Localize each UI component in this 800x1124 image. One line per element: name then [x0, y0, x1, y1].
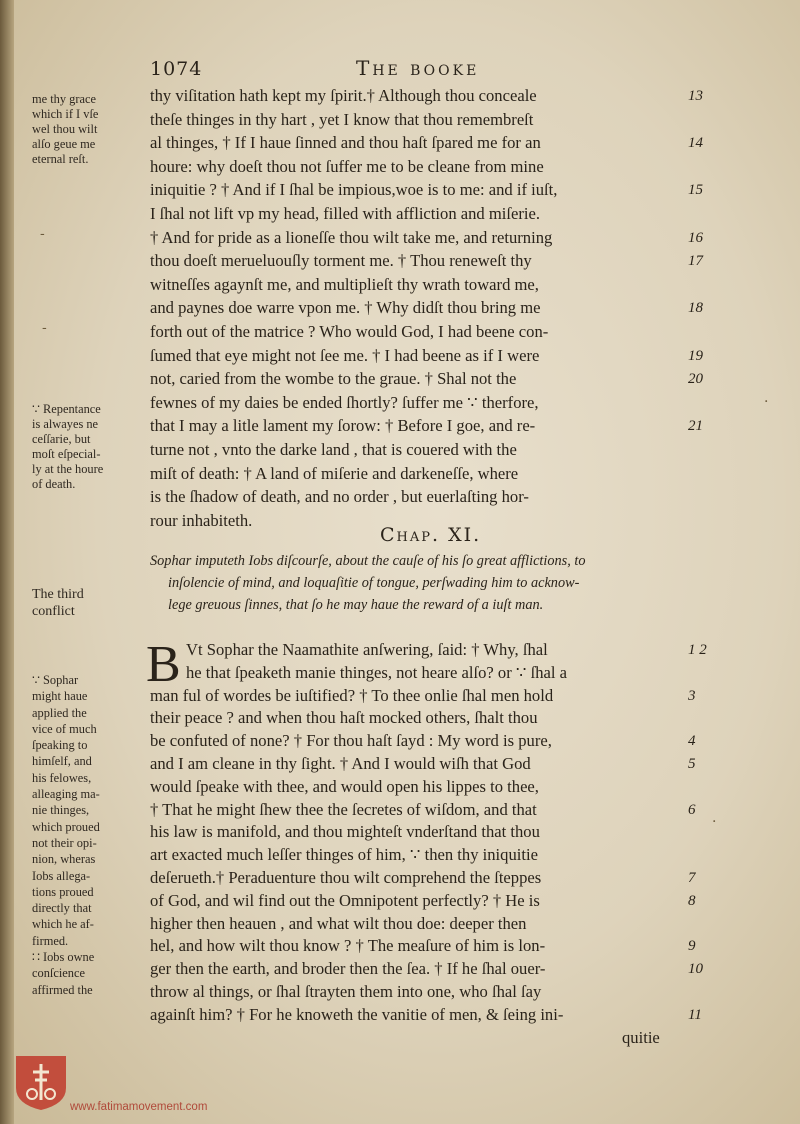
- text-line: miſt of death: † A land of miſerie and darkeneſſe, where: [150, 463, 519, 483]
- text-line: that I may a litle lament my ſorow: † Before I goe, and re-: [150, 416, 536, 436]
- margin-note-repentance: ∵ Repentance is alwayes ne ceſſarie, but moſt eſpecial- ly at the houre of death.: [32, 402, 104, 491]
- text-line: he that ſpeaketh manie thinges, not heare alſo? or ∵ ſhal a: [186, 662, 568, 682]
- text-line: higher then heauen , and what wilt thou doe: deeper then: [150, 913, 527, 933]
- text-line: would ſpeake with thee, and would open his lippes to thee,: [150, 776, 539, 796]
- text-line: iniquitie ? † And if I ſhal be impious,woe is to me: and if iuſt,: [150, 180, 558, 200]
- text-line: theſe thinges in thy hart , yet I know that thou remembreſt: [150, 109, 534, 129]
- text-line: I ſhal not lift vp my head, filled with affliction and miſerie.: [150, 204, 541, 223]
- watermark-url[interactable]: www.fatimamovement.com: [70, 1101, 208, 1113]
- verse-number: 11: [688, 1006, 702, 1023]
- text-line: throw al things, or ſhal ſtrayten them into one, who ſhal ſay: [150, 982, 542, 1001]
- verse-number: 1 2: [688, 642, 707, 658]
- text-line: and paynes doe warre vpon me. † Why didſt thou bring me: [150, 298, 541, 318]
- chapter-title: Chap. XI.: [380, 524, 482, 546]
- margin-mark: ·: [712, 814, 717, 830]
- text-line: forth out of the matrice ? Who would God, I had beene con-: [150, 322, 549, 341]
- text-line: rour inhabiteth.: [150, 510, 253, 530]
- verse-number: 21: [688, 418, 703, 435]
- verse-number: 17: [688, 253, 703, 270]
- text-line: of God, and wil find out the Omnipotent perfectly? † He is: [150, 890, 540, 910]
- text-line: fewnes of my daies be ended ſhortly? ſuffer me ∵ therfore,: [150, 392, 539, 412]
- page-gutter: [0, 0, 14, 1124]
- verse-number: 18: [688, 300, 703, 317]
- margin-mark: -: [42, 320, 47, 336]
- papal-seal-icon: [14, 1054, 68, 1112]
- text-line: quitie: [622, 1027, 660, 1047]
- text-line: not, caried from the wombe to the graue. † Shal not the: [150, 369, 517, 389]
- text-line: turne not , vnto the darke land , that is couered with the: [150, 440, 517, 459]
- verse-number: 3: [688, 687, 696, 704]
- margin-mark: -: [40, 226, 45, 242]
- text-line: againſt him? † For he knoweth the vanitie of men, & ſeing ini-: [150, 1004, 564, 1024]
- verse-number: 8: [688, 892, 696, 909]
- verse-number: 13: [688, 88, 703, 104]
- text-line: their peace ? and when thou haſt mocked others, ſhalt thou: [150, 708, 538, 728]
- text-line: and I am cleane in thy ſight. † And I would wiſh that God: [150, 754, 531, 773]
- chapter-argument-line: inſolencie of mind, and loquaſitie of tongue, perſwading him to acknow-: [168, 575, 580, 591]
- text-line: al thinges, † If I haue ſinned and thou haſt ſpared me for an: [150, 133, 541, 153]
- verse-number: 9: [688, 938, 696, 955]
- page-header: [150, 56, 710, 82]
- text-line: houre: why doeſt thou not ſuffer me to be cleane from mine: [150, 156, 544, 176]
- verse-number: 4: [688, 733, 696, 750]
- drop-cap: B: [146, 636, 181, 693]
- text-line: man ful of wordes be iuſtified? † To thee onlie ſhal men hold: [150, 685, 554, 705]
- verse-number: 5: [688, 756, 696, 772]
- chapter-argument-line: Sophar imputeth Iobs diſcourſe, about the cauſe of his ſo great afflictions, to: [150, 553, 586, 569]
- text-line: is the ſhadow of death, and no order , but euerlaſting hor-: [150, 487, 529, 507]
- chapter-argument-line: lege greuous ſinnes, that ſo he may haue the reward of a iuſt man.: [168, 597, 544, 613]
- text-line: hel, and how wilt thou know ? † The meaſure of him is lon-: [150, 936, 546, 956]
- text-line: † And for pride as a lioneſſe thou wilt take me, and returning: [150, 227, 553, 247]
- text-line: his law is manifold, and thou mighteſt vnderſtand that thou: [150, 822, 540, 842]
- verse-number: 19: [688, 347, 703, 364]
- text-line: witneſſes agaynſt me, and multiplieſt thy wrath toward me,: [150, 274, 539, 294]
- verse-number: 16: [688, 229, 703, 246]
- text-line: thou doeſt merueluouſly torment me. † Thou reneweſt thy: [150, 251, 532, 271]
- verse-number: 14: [688, 135, 703, 152]
- margin-note-grace: me thy grace which if I vſe wel thou wilt alſo geue me eternal reſt.: [32, 92, 99, 166]
- running-head: The booke: [356, 56, 480, 80]
- text-line: thy viſitation hath kept my ſpirit.† Although thou conceale: [150, 86, 537, 105]
- verse-number: 10: [688, 961, 703, 978]
- verse-number: 15: [688, 182, 703, 199]
- text-line: ger then the earth, and broder then the ſea. † If he ſhal ouer-: [150, 959, 546, 979]
- margin-note-sophar: ∵ Sophar might haue applied the vice of much ſpeaking to himſelf, and his felowes, alleaging ma- nie thinges, which proued not their opi- nion, wheras Iobs allega- tions proued directly that which he af- firmed. ∷ Iobs owne conſcience affirmed the: [32, 673, 100, 997]
- text-line: deſerueth.† Peraduenture thou wilt comprehend the ſteppes: [150, 868, 542, 887]
- text-line: art exacted much leſſer thinges of him, ∵ then thy iniquitie: [150, 845, 538, 865]
- page-number: 1074: [150, 58, 203, 80]
- margin-mark: ·: [764, 394, 769, 410]
- verse-number: 6: [688, 801, 696, 818]
- text-line: be confuted of none? † For thou haſt ſayd : My word is pure,: [150, 731, 552, 751]
- verse-number: 7: [688, 870, 696, 886]
- text-line: † That he might ſhew thee the ſecretes of wiſdom, and that: [150, 799, 537, 819]
- text-line: ſumed that eye might not ſee me. † I had beene as if I were: [150, 345, 540, 365]
- text-line: Vt Sophar the Naamathite anſwering, ſaid: † Why, ſhal: [186, 640, 548, 659]
- margin-note-third-conflict: The third conflict: [32, 587, 84, 619]
- verse-number: 20: [688, 371, 703, 388]
